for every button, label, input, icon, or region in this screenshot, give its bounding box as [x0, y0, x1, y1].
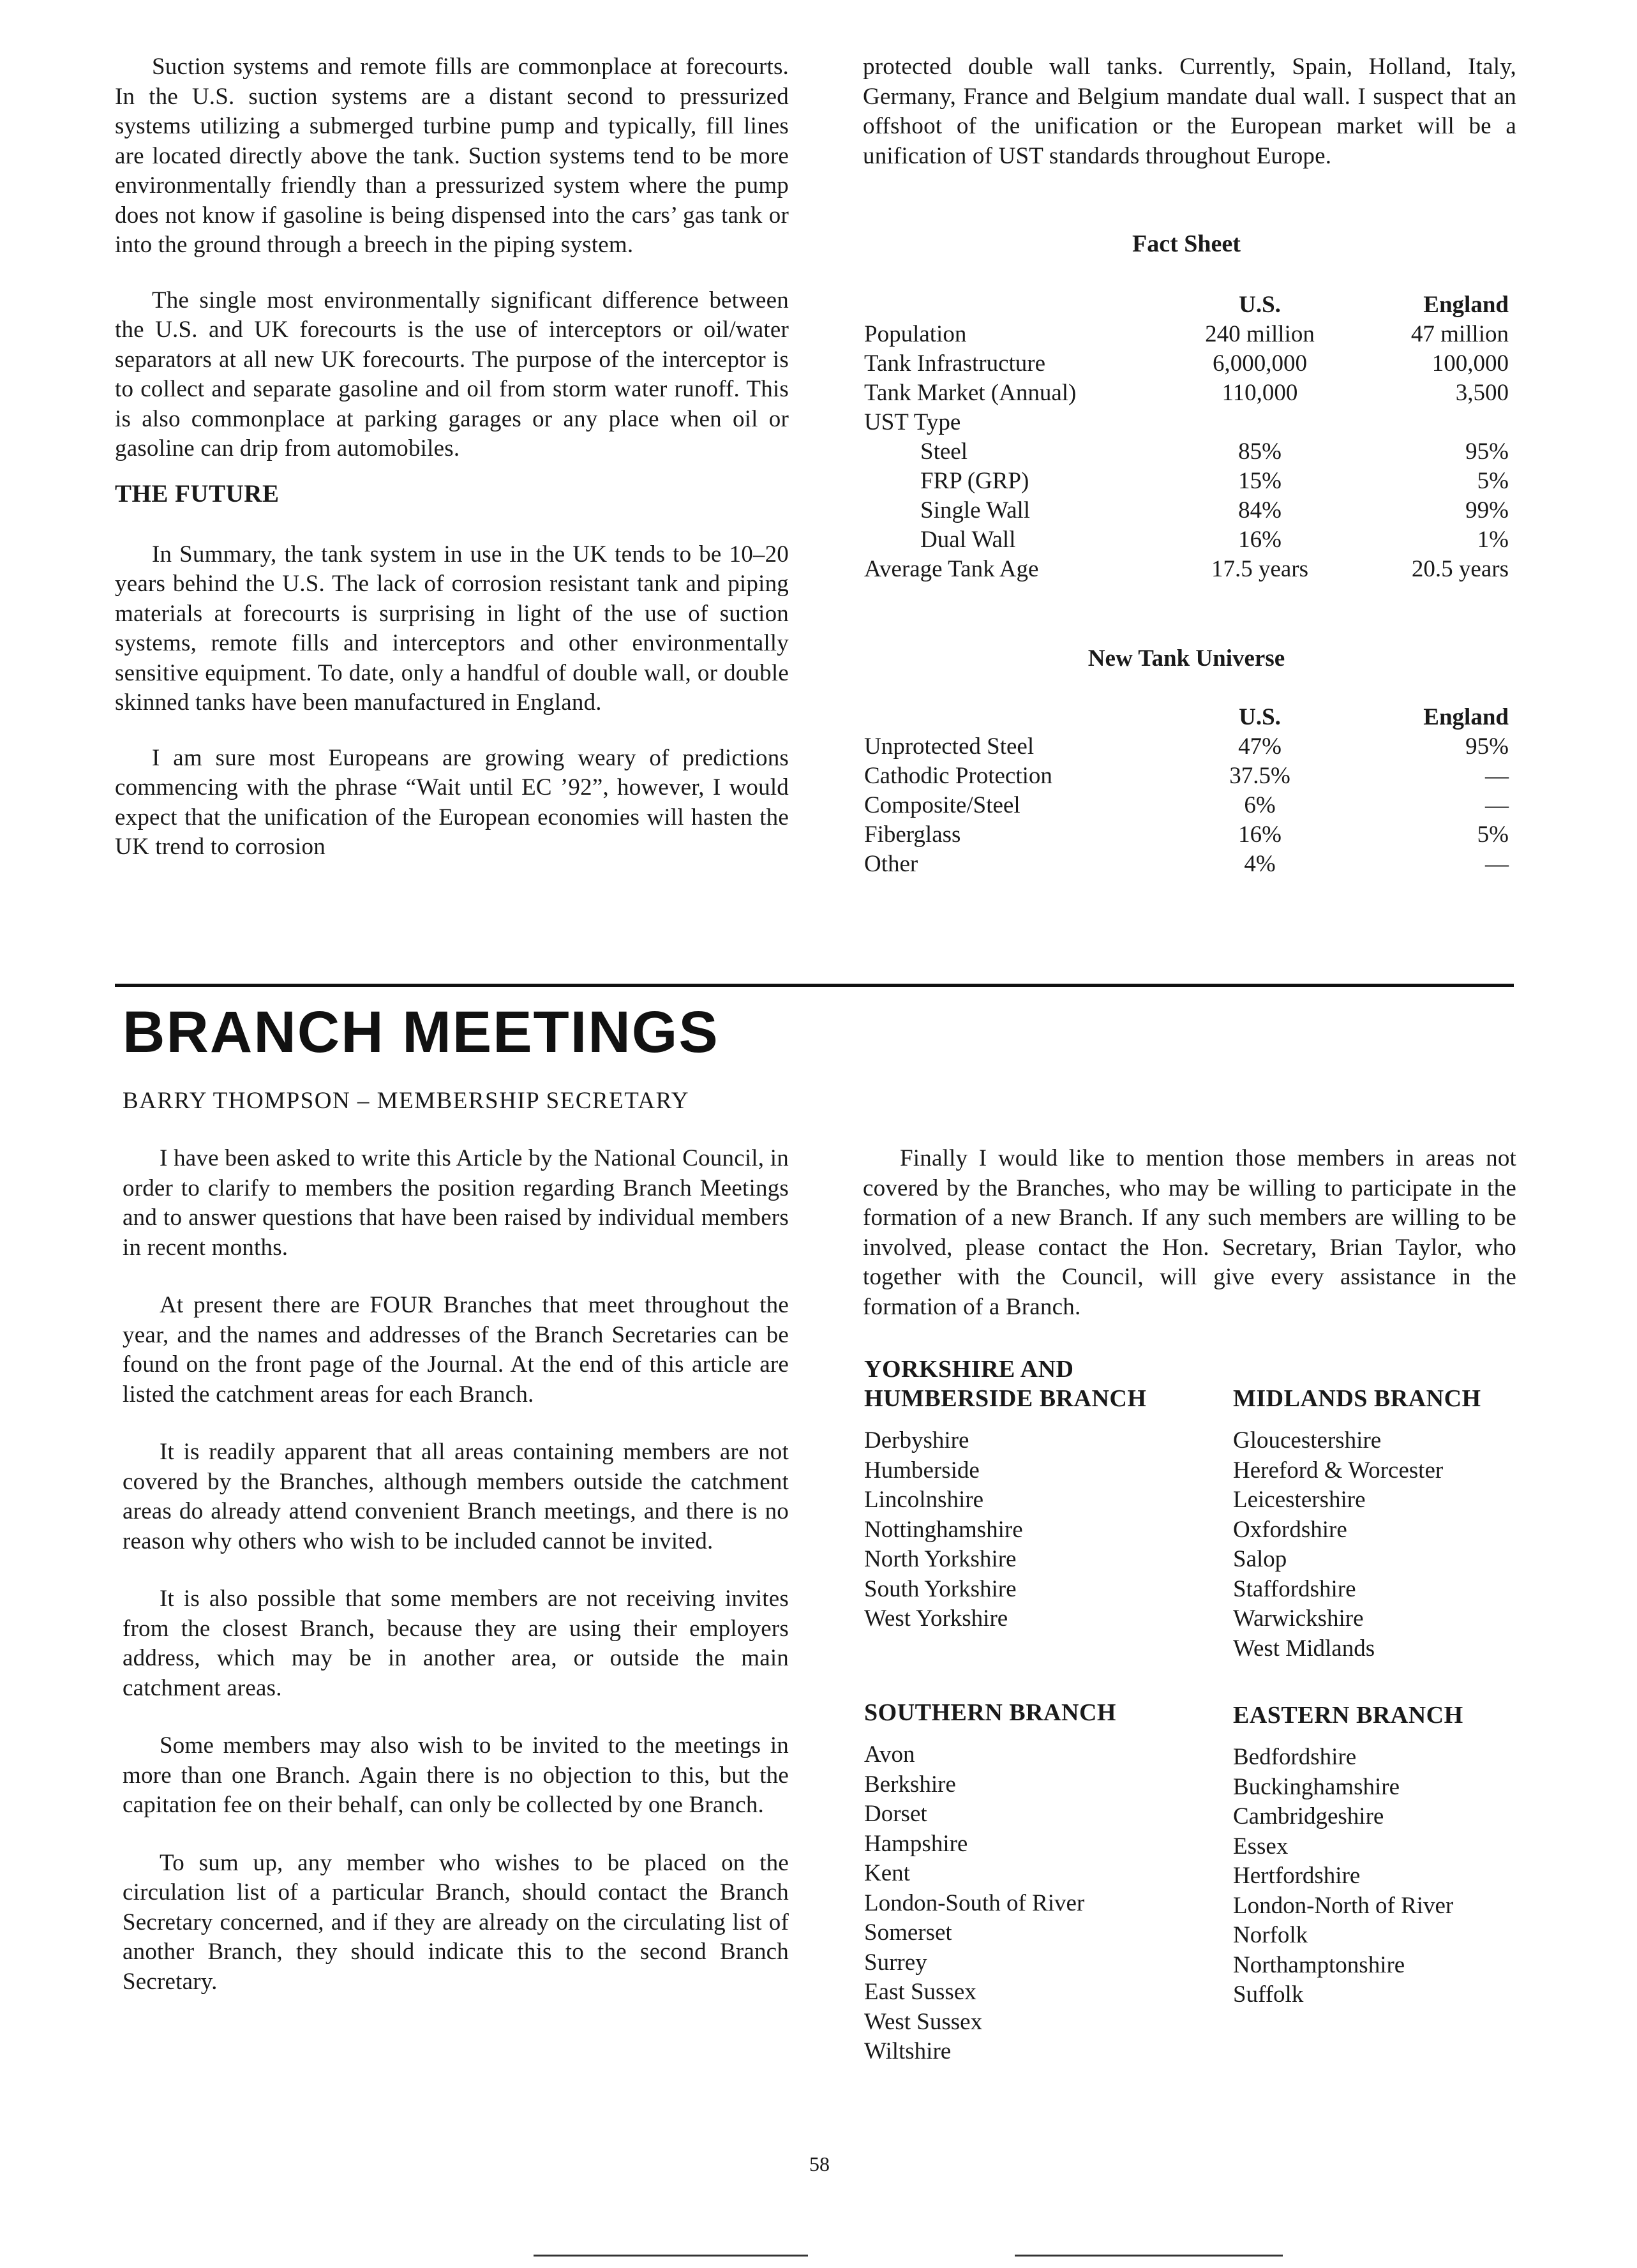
england-value: 3,500 [1455, 380, 1509, 406]
row-label: Unprotected Steel [864, 733, 1035, 760]
list-item: Hertfordshire [1233, 1863, 1361, 1889]
branch-paragraph: To sum up, any member who wishes to be placed on the circulation list of a particular Branch, should contact the Branch Secretary concerned, and if they are already on the circulating list of another Branch, they should indicate this to the second Branch Secretary. [123, 1849, 789, 1995]
branch-right-column [863, 1144, 1516, 1322]
england-value: 20.5 years [1411, 556, 1509, 582]
england-value: 1% [1477, 527, 1509, 553]
us-value: 84% [1238, 497, 1282, 523]
table-row [864, 762, 1509, 792]
us-value: 4% [1244, 851, 1276, 877]
list-item: East Sussex [864, 1979, 976, 2005]
scan-mark [1015, 2255, 1283, 2257]
page-number: 58 [809, 2152, 830, 2175]
branch-meetings-title: BRANCH MEETINGS [123, 1000, 719, 1065]
us-value: 85% [1238, 439, 1282, 465]
row-label: Dual Wall [920, 527, 1016, 553]
branch-paragraph: Some members may also wish to be invited to the meetings in more than one Branch. Again there is no objection to this, but the capitation fee on their behalf, can only be collected by one Branch. [123, 1732, 789, 1818]
list-item: Nottinghamshire [864, 1516, 1023, 1543]
us-value: 240 million [1205, 321, 1315, 347]
table-row [864, 821, 1509, 850]
new-tank-universe-title: New Tank Universe [1088, 645, 1285, 672]
table-row [864, 379, 1509, 409]
list-item: West Yorkshire [864, 1605, 1008, 1632]
list-item: Bedfordshire [1233, 1744, 1357, 1770]
list-item: Northamptonshire [1233, 1951, 1405, 1978]
section-divider [115, 984, 1514, 987]
branch-heading: SOUTHERN BRANCH [864, 1699, 1116, 1726]
list-item: Buckinghamshire [1233, 1773, 1400, 1800]
us-value: 16% [1238, 822, 1282, 848]
fact-sheet-table [864, 230, 1509, 587]
table-row [864, 792, 1509, 821]
southern-branch [864, 1698, 1209, 2067]
list-item: Dorset [864, 1801, 927, 1827]
table-row [864, 438, 1509, 467]
table-row [864, 526, 1509, 555]
list-item: Leicestershire [1233, 1487, 1366, 1513]
list-item: West Sussex [864, 2008, 983, 2035]
list-item: Staffordshire [1233, 1575, 1356, 1602]
list-item: Surrey [864, 1949, 927, 1976]
fact-sheet-title: Fact Sheet [1132, 230, 1241, 257]
table-row [864, 320, 1509, 350]
table-row [864, 555, 1509, 585]
row-label: UST Type [864, 409, 961, 435]
branch-paragraph: It is also possible that some members are not receiving invites from the closest Branch, because they are using their employers address, which may be in another area, or outside the main catchment areas. [123, 1586, 789, 1701]
branch-left-column [123, 1144, 789, 1997]
row-label: Single Wall [920, 497, 1031, 523]
branch-heading: MIDLANDS BRANCH [1233, 1385, 1481, 1412]
list-item: Salop [1233, 1546, 1287, 1572]
branch-paragraph: At present there are FOUR Branches that meet throughout the year, and the names and addresses of the Branch Secretaries can be found on the front page of the Journal. At the end of this article are listed the catchment areas for each Branch. [123, 1292, 789, 1408]
row-label: Average Tank Age [864, 556, 1039, 582]
table-row [864, 497, 1509, 526]
row-label: FRP (GRP) [920, 468, 1029, 494]
county-list [1233, 1426, 1514, 1663]
list-item: Derbyshire [864, 1427, 969, 1453]
england-value: 95% [1465, 733, 1509, 760]
list-item: South Yorkshire [864, 1575, 1017, 1602]
county-list [864, 1740, 1209, 2067]
us-value: 37.5% [1229, 763, 1290, 789]
table-header-row [864, 703, 1509, 733]
branch-paragraph: Finally I would like to mention those members in areas not covered by the Branches, who may be willing to participate in the formation of a new Branch. If any such members are willing to be involved, please contact the Hon. Secretary, Brian Taylor, who together with the Council, will give every assistance in the formation of a Branch. [863, 1145, 1516, 1320]
list-item: Kent [864, 1860, 910, 1886]
england-value: 5% [1477, 468, 1509, 494]
england-value: — [1485, 851, 1509, 877]
us-value: 17.5 years [1211, 556, 1309, 582]
midlands-branch [1233, 1384, 1514, 1663]
list-item: London-South of River [864, 1889, 1085, 1916]
list-item: Gloucestershire [1233, 1427, 1382, 1453]
england-value: 95% [1465, 439, 1509, 465]
england-value: 100,000 [1431, 350, 1509, 377]
row-label: Other [864, 851, 918, 877]
list-item: Hampshire [864, 1830, 968, 1857]
column-header: England [1423, 292, 1509, 318]
table-row [864, 850, 1509, 880]
column-header: U.S. [1239, 704, 1281, 730]
branch-heading: EASTERN BRANCH [1233, 1702, 1463, 1729]
branch-paragraph: I have been asked to write this Article by the National Council, in order to clarify to members the position regarding Branch Meetings and to answer questions that have been raised by individual members in recent months. [123, 1145, 789, 1261]
list-item: Warwickshire [1233, 1605, 1364, 1632]
list-item: West Midlands [1233, 1635, 1375, 1662]
branch-heading: YORKSHIRE AND HUMBERSIDE BRANCH [864, 1356, 1147, 1412]
england-value: — [1485, 792, 1509, 818]
list-item: North Yorkshire [864, 1546, 1017, 1572]
row-label: Cathodic Protection [864, 763, 1052, 789]
column-header: England [1423, 704, 1509, 730]
county-list [864, 1426, 1209, 1634]
table-header-row [864, 291, 1509, 320]
us-value: 47% [1238, 733, 1282, 760]
table-row [864, 467, 1509, 497]
us-value: 6,000,000 [1213, 350, 1307, 377]
article-paragraph: I am sure most Europeans are growing weary of predictions commencing with the phrase “Wait until EC ’92”, however, I would expect that the unification of the European economies will hasten the UK trend to corrosion [115, 744, 789, 860]
list-item: Suffolk [1233, 1981, 1304, 2008]
future-heading: THE FUTURE [115, 479, 280, 507]
table-row [864, 409, 1509, 438]
england-value: 5% [1477, 822, 1509, 848]
list-item: Humberside [864, 1457, 980, 1483]
article-paragraph: protected double wall tanks. Currently, Spain, Holland, Italy, Germany, France and Belgium mandate dual wall. I suspect that an offshoot of the unification or the European market will be a unification of UST standards throughout Europe. [863, 54, 1516, 169]
list-item: Wiltshire [864, 2038, 952, 2064]
article-paragraph: The single most environmentally significant difference between the U.S. and UK forecourts is the use of interceptors or oil/water separators at all new UK forecourts. The purpose of the interceptor is to collect and separate gasoline and oil from storm water runoff. This is also commonplace at parking garages or any place when oil or gasoline can drip from automobiles. [115, 287, 789, 462]
us-value: 110,000 [1222, 380, 1298, 406]
us-value: 15% [1238, 468, 1282, 494]
england-value: 99% [1465, 497, 1509, 523]
eastern-branch [1233, 1701, 1514, 2010]
list-item: Lincolnshire [864, 1487, 984, 1513]
article-paragraph: Suction systems and remote fills are commonplace at forecourts. In the U.S. suction systems are a distant second to pressurized systems utilizing a submerged turbine pump and typically, fill lines are located directly above the tank. Suction systems tend to be more environmentally friendly than a pressurized system where the pump does not know if gasoline is being dispensed into the cars’ gas tank or into the ground through a breech in the piping system. [115, 54, 789, 258]
england-value: 47 million [1410, 321, 1509, 347]
county-list [1233, 1743, 1514, 2010]
us-value: 16% [1238, 527, 1282, 553]
list-item: Norfolk [1233, 1922, 1308, 1948]
column-header: U.S. [1239, 292, 1281, 318]
scan-mark [534, 2255, 808, 2257]
new-tank-universe-table [864, 645, 1509, 887]
list-item: London-North of River [1233, 1892, 1454, 1919]
row-label: Population [864, 321, 967, 347]
row-label: Composite/Steel [864, 792, 1020, 818]
article-right-column [863, 52, 1516, 171]
row-label: Steel [920, 439, 968, 465]
england-value: — [1485, 763, 1509, 789]
list-item: Oxfordshire [1233, 1516, 1347, 1543]
yorkshire-branch [864, 1355, 1209, 1634]
branch-paragraph: It is readily apparent that all areas containing members are not covered by the Branches, although members outside the catchment areas do already attend convenient Branch meetings, and there is no reason why others who wish to be included cannot be invited. [123, 1439, 789, 1554]
row-label: Fiberglass [864, 822, 961, 848]
row-label: Tank Market (Annual) [864, 380, 1077, 406]
list-item: Somerset [864, 1919, 952, 1946]
author-byline: BARRY THOMPSON – MEMBERSHIP SECRETARY [123, 1088, 689, 1114]
list-item: Hereford & Worcester [1233, 1457, 1444, 1483]
list-item: Cambridgeshire [1233, 1803, 1384, 1829]
table-row [864, 733, 1509, 762]
list-item: Avon [864, 1741, 915, 1768]
article-left-column [115, 52, 789, 862]
row-label: Tank Infrastructure [864, 350, 1046, 377]
list-item: Berkshire [864, 1771, 956, 1798]
us-value: 6% [1244, 792, 1276, 818]
list-item: Essex [1233, 1833, 1289, 1859]
article-paragraph: In Summary, the tank system in use in the UK tends to be 10–20 years behind the U.S. The lack of corrosion resistant tank and piping materials at forecourts is surprising in light of the use of suction systems, remote fills and interceptors and other environmentally sensitive equipment. To date, only a handful of double wall, or double skinned tanks have been manufactured in England. [115, 541, 789, 716]
table-row [864, 350, 1509, 379]
